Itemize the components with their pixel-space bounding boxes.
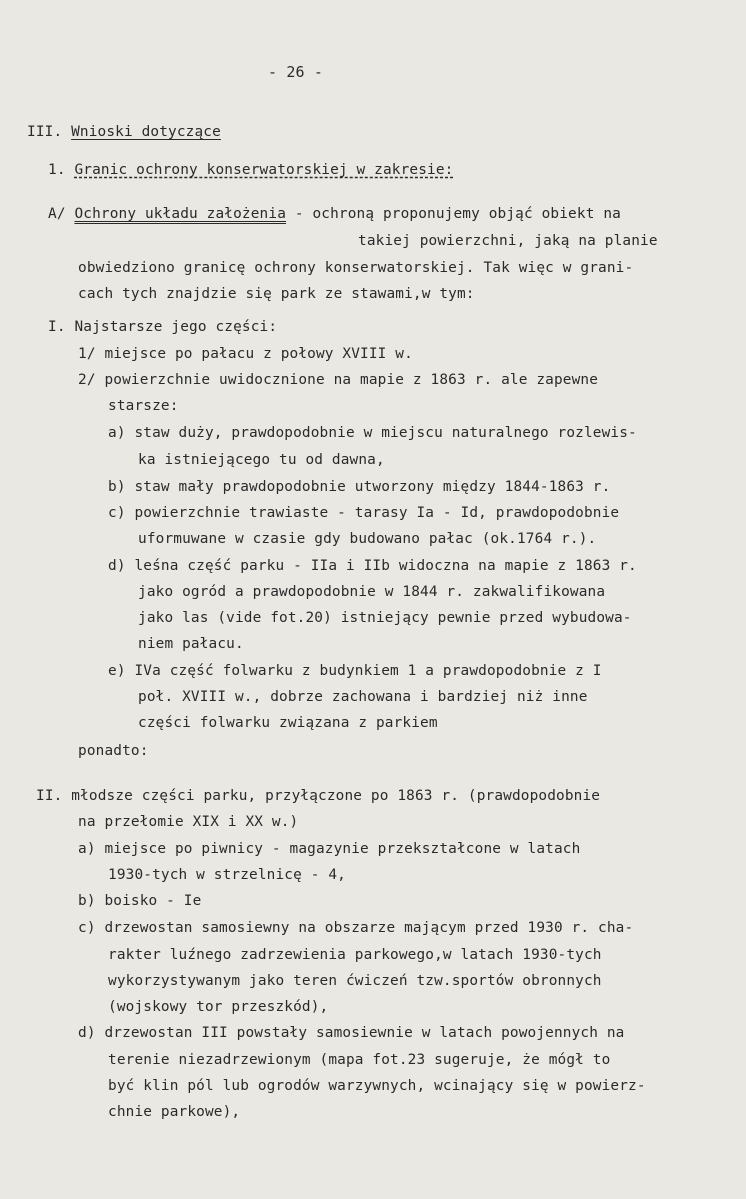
text-line: na przełomie XIX i XX w.) (78, 814, 299, 830)
page-number: - 26 - (268, 63, 324, 81)
text-line: obwiedziono granicę ochrony konserwatorskiej. Tak więc w grani- (78, 260, 634, 276)
item-a-line (48, 204, 621, 224)
list-item: e) IVa część folwarku z budynkiem 1 a prawdopodobnie z I (108, 663, 602, 679)
list-item: b) boisko - Ie (78, 893, 202, 909)
section-heading-number: III. (27, 124, 63, 140)
list-item: a) miejsce po piwnicy - magazynie przekształcone w latach (78, 841, 581, 857)
text-line: części folwarku związana z parkiem (138, 715, 438, 731)
list-item: c) drzewostan samosiewny na obszarze mającym przed 1930 r. cha- (78, 920, 634, 936)
text-line: 1930-tych w strzelnicę - 4, (108, 867, 346, 883)
text-line: (wojskowy tor przeszkód), (108, 999, 329, 1015)
text-line: chnie parkowe), (108, 1104, 241, 1120)
subsection-number: 1. (48, 162, 66, 178)
text-line: wykorzystywanym jako teren ćwiczeń tzw.sportów obronnych (108, 973, 602, 989)
list-item: d) drzewostan III powstały samosiewnie w latach powojennych na (78, 1025, 625, 1041)
subsection-heading (48, 160, 453, 180)
text-line: cach tych znajdzie się park ze stawami,w tym: (78, 286, 475, 302)
list-item: II. młodsze części parku, przyłączone po 1863 r. (prawdopodobnie (36, 788, 601, 804)
text-line: być klin pól lub ogrodów warzywnych, wcinający się w powierz- (108, 1078, 646, 1094)
list-item: a) staw duży, prawdopodobnie w miejscu naturalnego rozlewis- (108, 425, 637, 441)
list-item: 1/ miejsce po pałacu z połowy XVIII w. (78, 346, 413, 362)
section-heading (27, 122, 221, 142)
list-item: 2/ powierzchnie uwidocznione na mapie z 1863 r. ale zapewne (78, 372, 599, 388)
text-line: takiej powierzchni, jaką na planie (358, 233, 658, 249)
text-line: rakter luźnego zadrzewienia parkowego,w latach 1930-tych (108, 947, 602, 963)
item-a-label: A/ (48, 206, 66, 222)
text-line: ponadto: (78, 743, 149, 759)
text-line: jako las (vide fot.20) istniejący pewnie przed wybudowa- (138, 610, 632, 626)
text-line: jako ogród a prawdopodobnie w 1844 r. zakwalifikowana (138, 584, 606, 600)
subsection-title: Granic ochrony konserwatorskiej w zakresie: (74, 162, 454, 178)
list-item: b) staw mały prawdopodobnie utworzony między 1844-1863 r. (108, 479, 611, 495)
list-item: I. Najstarsze jego części: (48, 319, 278, 335)
text-line: uformuwane w czasie gdy budowano pałac (ok.1764 r.). (138, 531, 597, 547)
item-a-title: Ochrony układu założenia (74, 206, 287, 222)
text-line: niem pałacu. (138, 636, 244, 652)
text-line: ka istniejącego tu od dawna, (138, 452, 385, 468)
item-a-text: - ochroną proponujemy objąć obiekt na (286, 206, 621, 222)
text-line: starsze: (108, 398, 179, 414)
list-item: d) leśna część parku - IIa i IIb widoczna na mapie z 1863 r. (108, 558, 637, 574)
text-line: terenie niezadrzewionym (mapa fot.23 sugeruje, że mógł to (108, 1052, 611, 1068)
text-line: poł. XVIII w., dobrze zachowana i bardziej niż inne (138, 689, 588, 705)
section-heading-title: Wnioski dotyczące (71, 124, 221, 140)
list-item: c) powierzchnie trawiaste - tarasy Ia - Id, prawdopodobnie (108, 505, 620, 521)
